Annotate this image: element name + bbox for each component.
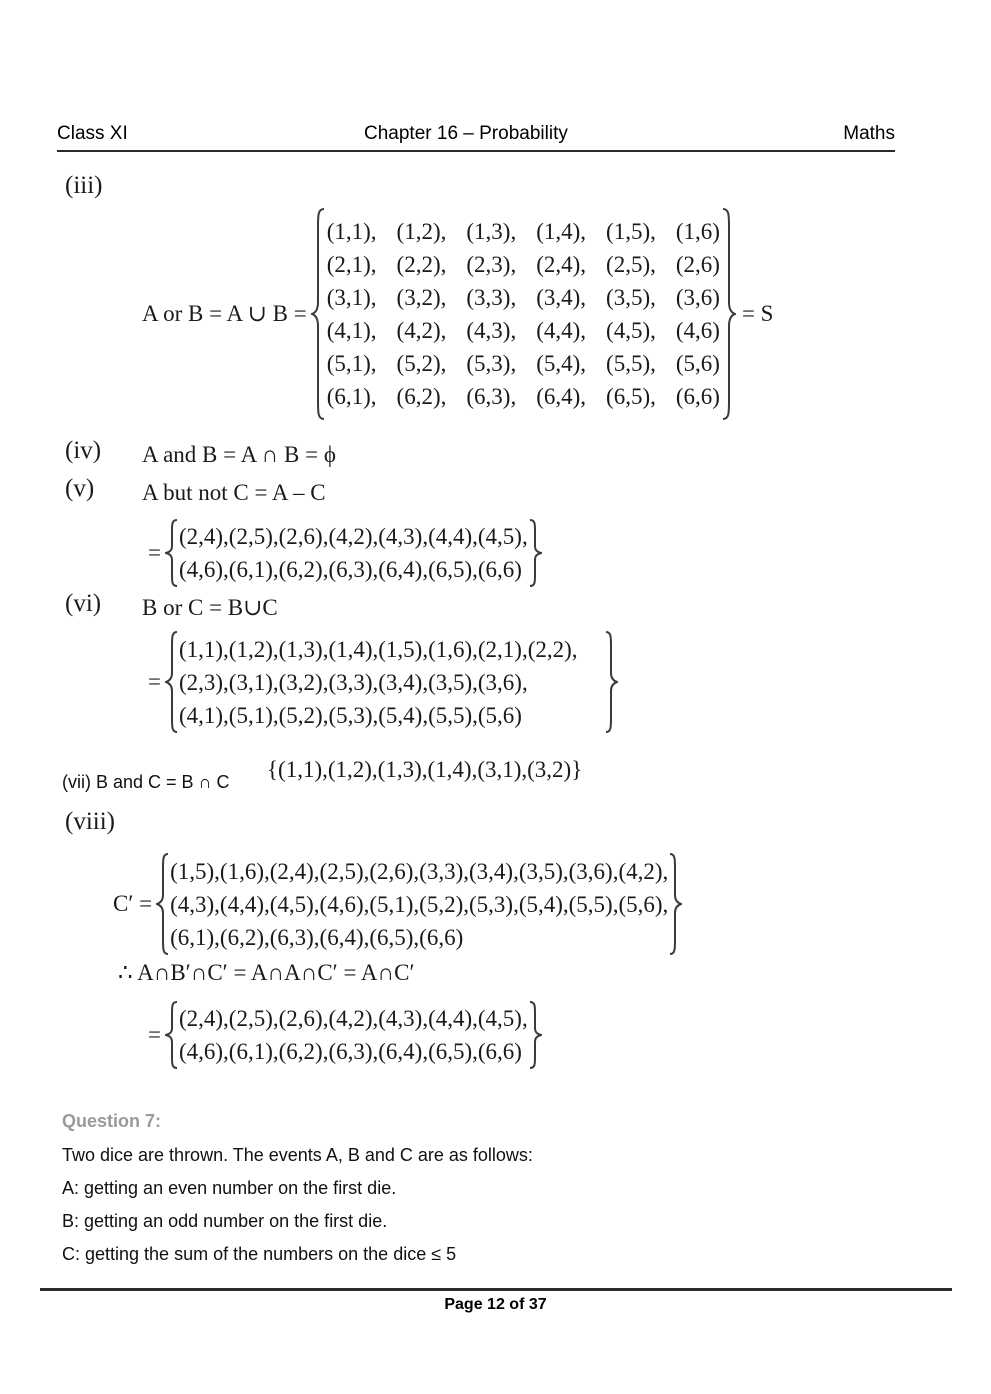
matrix-cell: (6,1), bbox=[326, 384, 377, 409]
matrix-cell: (1,5), bbox=[606, 219, 656, 244]
header-chapter-title: Chapter 16 – Probability bbox=[364, 123, 568, 144]
matrix-cell: (1,1), bbox=[326, 219, 377, 244]
footer-page-number: Page 12 of 37 bbox=[444, 1296, 547, 1313]
matrix-cell: (6,6) bbox=[675, 384, 720, 409]
matrix-cell: (3,1), bbox=[326, 285, 377, 310]
matrix-cell: (1,3), bbox=[466, 219, 517, 244]
set-row: (2,3),(3,1),(3,2),(3,3),(3,4),(3,5),(3,6), bbox=[178, 669, 528, 695]
set-row: (4,6),(6,1),(6,2),(6,3),(6,4),(6,5),(6,6) bbox=[178, 557, 522, 582]
left-brace-icon bbox=[165, 518, 179, 588]
left-brace-icon bbox=[156, 852, 170, 956]
set-row: (4,3),(4,4),(4,5),(4,6),(5,1),(5,2),(5,3),(5,4),(5,5),(5,6), bbox=[170, 891, 669, 917]
matrix-cell: (1,2), bbox=[396, 219, 447, 244]
part-vi-rows bbox=[179, 633, 578, 732]
right-brace-icon bbox=[668, 852, 682, 956]
matrix-cell: (4,6) bbox=[675, 318, 720, 343]
part-label-v: (v) bbox=[65, 475, 95, 502]
part-label-iii: (iii) bbox=[65, 172, 103, 199]
part-iii-matrix bbox=[327, 215, 720, 413]
part-viii-cprime-set bbox=[113, 852, 682, 956]
matrix-cell: (6,3), bbox=[466, 384, 517, 409]
part-viii-lead: C′ = bbox=[113, 891, 153, 916]
part-viii-therefore: ∴ A∩B′∩C′ = A∩A∩C′ = A∩C′ bbox=[118, 960, 415, 985]
right-brace-icon bbox=[528, 518, 542, 588]
part-iii-tail: = S bbox=[741, 301, 774, 326]
header-subject-label: Maths bbox=[843, 123, 895, 144]
matrix-cell: (5,2), bbox=[396, 351, 447, 376]
matrix-cell: (4,5), bbox=[606, 318, 656, 343]
set-row: (2,4),(2,5),(2,6),(4,2),(4,3),(4,4),(4,5), bbox=[178, 524, 528, 549]
right-brace-icon bbox=[604, 630, 618, 734]
matrix-cell: (6,2), bbox=[396, 384, 447, 409]
matrix-cell: (6,4), bbox=[536, 384, 587, 409]
question-line: A: getting an even number on the first die. bbox=[62, 1178, 397, 1198]
header-class-label: Class XI bbox=[57, 123, 128, 144]
matrix-cell: (3,5), bbox=[606, 285, 656, 310]
part-vi-equation: B or C = B∪C bbox=[142, 595, 278, 620]
part-vii-set: {(1,1),(1,2),(1,3),(1,4),(3,1),(3,2)} bbox=[267, 757, 583, 782]
matrix-cell: (3,3), bbox=[466, 285, 517, 310]
matrix-cell: (5,6) bbox=[675, 351, 720, 376]
part-v-equation: A but not C = A – C bbox=[142, 480, 326, 505]
set-row: (4,1),(5,1),(5,2),(5,3),(5,4),(5,5),(5,6) bbox=[178, 702, 522, 728]
left-brace-icon bbox=[311, 207, 327, 421]
part-label-iv: (iv) bbox=[65, 437, 102, 464]
part-iv-equation: A and B = A ∩ B = ϕ bbox=[142, 442, 336, 467]
matrix-cell: (6,5), bbox=[606, 384, 656, 409]
matrix-cell: (3,6) bbox=[675, 285, 720, 310]
matrix-cell: (2,1), bbox=[326, 252, 377, 277]
matrix-cell: (2,5), bbox=[606, 252, 656, 277]
matrix-cell: (3,2), bbox=[396, 285, 447, 310]
matrix-cell: (5,3), bbox=[466, 351, 517, 376]
part-viii-result-lead: = bbox=[148, 1022, 161, 1047]
set-row: (1,1),(1,2),(1,3),(1,4),(1,5),(1,6),(2,1),(2,2), bbox=[178, 636, 578, 662]
part-vii-text: (vii) B and C = B ∩ C bbox=[62, 772, 230, 792]
right-brace-icon bbox=[528, 1000, 542, 1070]
set-row: (2,4),(2,5),(2,6),(4,2),(4,3),(4,4),(4,5), bbox=[178, 1006, 528, 1031]
question-line: Two dice are thrown. The events A, B and C are as follows: bbox=[62, 1145, 533, 1165]
part-viii-rows bbox=[170, 855, 668, 954]
left-brace-icon bbox=[165, 630, 179, 734]
set-row: (6,1),(6,2),(6,3),(6,4),(6,5),(6,6) bbox=[170, 924, 464, 950]
part-vi-lead: = bbox=[148, 669, 161, 694]
matrix-cell: (2,3), bbox=[466, 252, 517, 277]
matrix-cell: (4,2), bbox=[396, 318, 447, 343]
set-row: (4,6),(6,1),(6,2),(6,3),(6,4),(6,5),(6,6) bbox=[178, 1039, 522, 1064]
matrix-cell: (2,4), bbox=[536, 252, 587, 277]
page-header bbox=[57, 122, 895, 152]
part-label-vi: (vi) bbox=[65, 590, 102, 617]
matrix-cell: (4,3), bbox=[466, 318, 517, 343]
part-v-lead: = bbox=[148, 540, 161, 565]
set-row: (1,5),(1,6),(2,4),(2,5),(2,6),(3,3),(3,4),(3,5),(3,6),(4,2), bbox=[170, 858, 669, 884]
part-iii-equation bbox=[142, 207, 773, 421]
matrix-cell: (3,4), bbox=[536, 285, 587, 310]
matrix-cell: (5,4), bbox=[536, 351, 587, 376]
footer-divider bbox=[40, 1288, 952, 1291]
matrix-cell: (1,6) bbox=[675, 219, 720, 244]
question-heading: Question 7: bbox=[62, 1111, 162, 1131]
matrix-cell: (5,1), bbox=[326, 351, 377, 376]
matrix-cell: (2,2), bbox=[396, 252, 447, 277]
part-v-set bbox=[148, 518, 542, 588]
part-viii-result-rows bbox=[179, 1002, 528, 1068]
matrix-cell: (4,4), bbox=[536, 318, 587, 343]
question-line: C: getting the sum of the numbers on the dice ≤ 5 bbox=[62, 1244, 457, 1264]
part-iii-lead: A or B = A ∪ B = bbox=[142, 301, 307, 326]
matrix-cell: (2,6) bbox=[675, 252, 720, 277]
matrix-cell: (5,5), bbox=[606, 351, 656, 376]
matrix-cell: (4,1), bbox=[326, 318, 377, 343]
right-brace-icon bbox=[720, 207, 736, 421]
part-vi-set bbox=[148, 630, 618, 734]
question-line: B: getting an odd number on the first die. bbox=[62, 1211, 388, 1231]
part-v-rows bbox=[179, 520, 528, 586]
left-brace-icon bbox=[165, 1000, 179, 1070]
part-viii-result-set bbox=[148, 1000, 542, 1070]
part-label-viii: (viii) bbox=[65, 808, 115, 835]
matrix-cell: (1,4), bbox=[536, 219, 587, 244]
